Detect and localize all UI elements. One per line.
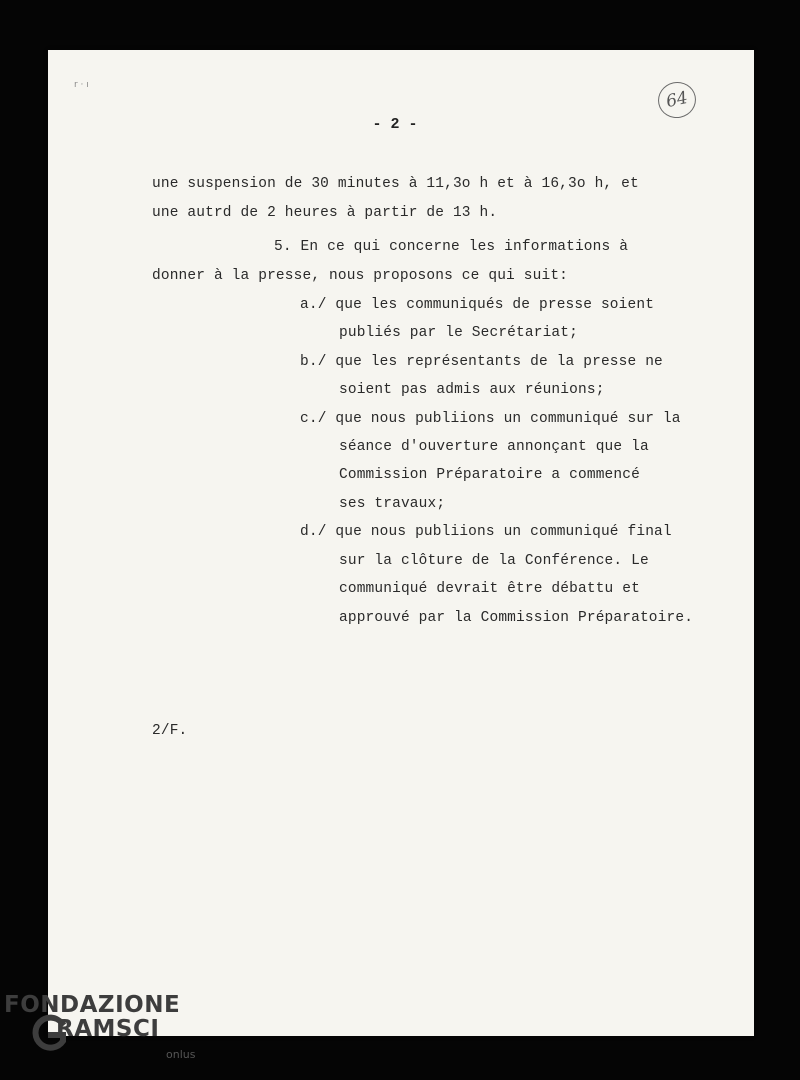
- text-line: donner à la presse, nous proposons ce qui suit:: [152, 268, 569, 284]
- text-line: une suspension de 30 minutes à 11,3o h et à 16,3o h, et: [152, 176, 639, 192]
- watermark-line3: onlus: [166, 1048, 196, 1061]
- text-line: publiés par le Secrétariat;: [339, 325, 578, 341]
- text-line: approuvé par la Commission Préparatoire.: [339, 610, 694, 626]
- watermark-line2: RAMSCI: [56, 1016, 160, 1042]
- text-line: soient pas admis aux réunions;: [339, 382, 605, 398]
- list-item-b: b./ que les représentants de la presse ne: [300, 354, 663, 370]
- text-line: Commission Préparatoire a commencé: [339, 467, 640, 483]
- corner-marks: r · ı: [74, 80, 89, 90]
- fondazione-gramsci-watermark: [4, 992, 204, 1072]
- list-item-c: c./ que nous publiions un communiqué sur la: [300, 411, 681, 427]
- document-page: [48, 50, 754, 1036]
- text-line: ses travaux;: [339, 496, 446, 512]
- folio-stamp: 64: [655, 78, 700, 121]
- text-line: sur la clôture de la Conférence. Le: [339, 553, 649, 569]
- text-line: séance d'ouverture annonçant que la: [339, 439, 649, 455]
- footer-reference: 2/F.: [152, 723, 188, 739]
- list-item-d: d./ que nous publiions un communiqué final: [300, 524, 672, 540]
- watermark-line1: FONDAZIONE: [4, 992, 181, 1018]
- text-line: une autrd de 2 heures à partir de 13 h.: [152, 205, 498, 221]
- text-line: 5. En ce qui concerne les informations à: [274, 239, 629, 255]
- list-item-a: a./ que les communiqués de presse soient: [300, 297, 655, 313]
- page-number: - 2 -: [372, 116, 418, 133]
- text-line: communiqué devrait être débattu et: [339, 581, 640, 597]
